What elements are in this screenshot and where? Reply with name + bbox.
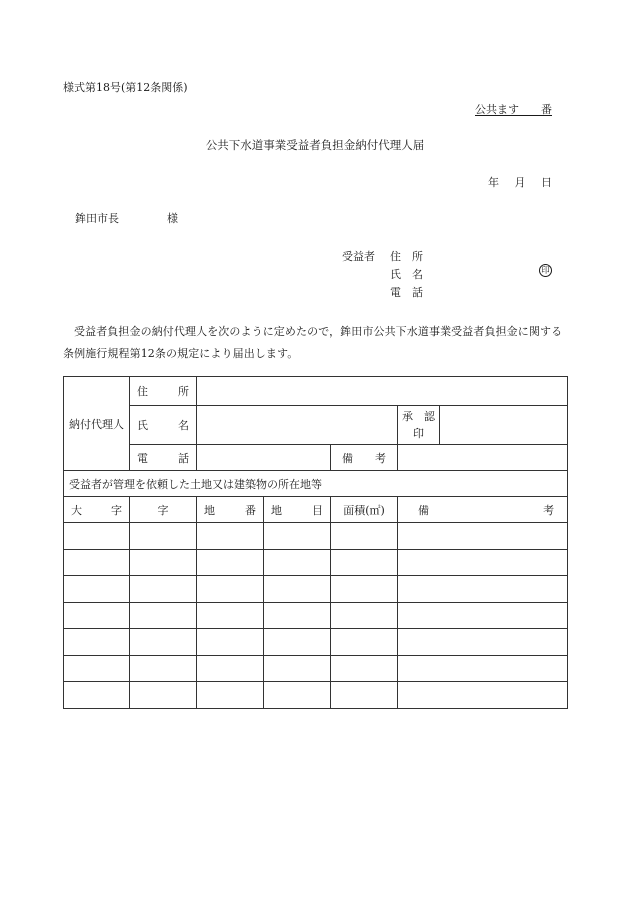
agent-phone-field[interactable] [197,445,331,471]
agent-remarks-label: 備 考 [331,445,398,471]
document-number: 公共ます 番 [475,103,552,116]
approval-seal-label: 承 認 印 [398,406,440,445]
table-row [64,655,568,682]
agent-address-label: 住 所 [130,377,197,406]
addressee-honorific: 様 [167,212,178,225]
addressee-name: 鉾田市長 [75,212,119,225]
approval-seal-field[interactable] [440,406,568,445]
land-section-label: 受益者が管理を依頼した土地又は建築物の所在地等 [64,471,568,497]
agent-label: 納付代理人 [69,417,124,431]
col-oaza: 大 字 [64,497,130,523]
agent-name-row [64,406,568,445]
col-area: 面積(㎡) [331,497,398,523]
table-row [64,602,568,629]
agent-address-row [64,377,568,406]
table-row [64,629,568,656]
table-row [64,549,568,576]
agent-name-label: 氏 名 [130,406,197,445]
beneficiary-name-label: 氏 名 [390,268,423,281]
agent-address-field[interactable] [197,377,568,406]
col-aza: 字 [130,497,197,523]
table-row [64,523,568,550]
beneficiary-phone-label: 電 話 [390,286,423,299]
table-row [64,576,568,603]
col-remarks: 備 考 [398,497,568,523]
agent-remarks-field[interactable] [398,445,568,471]
col-chiban: 地 番 [197,497,264,523]
agent-form-table [63,376,568,709]
form-number: 様式第18号(第12条関係) [63,81,188,94]
land-section-header-row [64,471,568,497]
table-row [64,682,568,709]
land-columns-header-row [64,497,568,523]
date-line: 年 月 日 [488,176,552,189]
addressee [75,213,178,224]
agent-phone-row [64,445,568,471]
agent-name-field[interactable] [197,406,398,445]
seal-icon: 印 [539,264,552,277]
body-paragraph: 受益者負担金の納付代理人を次のように定めたので，鉾田市公共下水道事業受益者負担金に関する条例施行規程第12条の規定により届出します。 [63,325,563,360]
col-chimoku: 地 目 [264,497,331,523]
agent-label-cell [64,377,130,471]
beneficiary-address-label: 住 所 [390,250,423,263]
agent-phone-label: 電 話 [130,445,197,471]
beneficiary-label: 受益者 [342,250,375,263]
document-title: 公共下水道事業受益者負担金納付代理人届 [205,138,425,152]
